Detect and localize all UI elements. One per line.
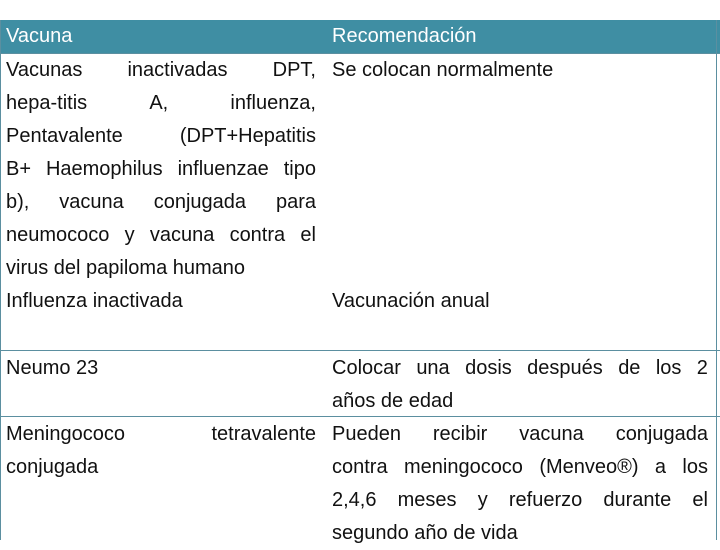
cell-word: el xyxy=(300,224,316,246)
row1-vacuna-line xyxy=(6,186,316,219)
cell-word: (DPT+Hepatitis xyxy=(179,125,316,147)
row4-recomendacion-line xyxy=(332,451,708,484)
row3-vacuna: Neumo 23 xyxy=(6,357,99,379)
cell-word: Vacunas xyxy=(6,59,83,81)
cell-word: el xyxy=(692,489,708,511)
header-recomendacion: Recomendación xyxy=(332,25,477,47)
cell-word: para xyxy=(275,191,316,213)
cell-word: conjugada xyxy=(615,423,708,445)
cell-word: virus del papiloma humano xyxy=(6,257,246,279)
cell-word: DPT, xyxy=(272,59,316,81)
cell-word: segundo año de vida xyxy=(332,522,518,544)
row1-recomendacion: Se colocan normalmente xyxy=(332,59,554,81)
cell-word: recibir xyxy=(432,423,488,445)
cell-word: dosis xyxy=(465,357,512,379)
row2-recomendacion: Vacunación anual xyxy=(332,290,490,312)
cell-word: influenza, xyxy=(230,92,316,114)
cell-word: meses xyxy=(397,489,457,511)
row1-vacuna-line xyxy=(6,54,316,87)
row4-vacuna-line xyxy=(6,418,316,451)
cell-word: refuerzo xyxy=(508,489,583,511)
table-border-left xyxy=(0,20,1,540)
cell-word: vacuna xyxy=(59,191,124,213)
cell-word: hepa-titis xyxy=(6,92,88,114)
cell-word: de xyxy=(618,357,641,379)
cell-word: b), xyxy=(6,191,30,213)
cell-word: conjugada xyxy=(6,456,99,478)
cell-word: Meningococo xyxy=(6,423,125,445)
cell-word: una xyxy=(416,357,450,379)
cell-word: los xyxy=(682,456,708,478)
row3-recomendacion-line xyxy=(332,385,708,418)
cell-word: y xyxy=(477,489,488,511)
cell-word: años de edad xyxy=(332,390,454,412)
row1-vacuna-line xyxy=(6,219,316,252)
cell-word: 2 xyxy=(696,357,708,379)
row4-vacuna-line xyxy=(6,451,316,484)
row3-recomendacion-line xyxy=(332,352,708,385)
row1-vacuna-line xyxy=(6,87,316,120)
row4-recomendacion-line xyxy=(332,517,708,550)
row4-recomendacion-line xyxy=(332,484,708,517)
header-vacuna: Vacuna xyxy=(6,25,73,47)
table-border-right xyxy=(716,20,717,540)
cell-word: después xyxy=(527,357,603,379)
row4-vacuna-cell xyxy=(6,418,316,484)
cell-word: Haemophilus xyxy=(45,158,163,180)
cell-word: tipo xyxy=(283,158,316,180)
row2-vacuna: Influenza inactivada xyxy=(6,290,183,312)
cell-word: B+ xyxy=(6,158,32,180)
cell-word: influenzae xyxy=(177,158,269,180)
cell-word: 2,4,6 xyxy=(332,489,377,511)
cell-word: neumococo xyxy=(6,224,110,246)
cell-word: Colocar xyxy=(332,357,401,379)
cell-word: Pentavalente xyxy=(6,125,123,147)
cell-word: contra xyxy=(229,224,286,246)
cell-word: Pueden xyxy=(332,423,401,445)
cell-word: A, xyxy=(149,92,169,114)
cell-word: meningococo xyxy=(403,456,523,478)
row4-recomendacion-cell xyxy=(332,418,708,550)
row4-recomendacion-line xyxy=(332,418,708,451)
row1-vacuna-line xyxy=(6,252,316,285)
row3-recomendacion-cell xyxy=(332,352,708,418)
cell-word: vacuna xyxy=(519,423,584,445)
cell-word: (Menveo®) xyxy=(539,456,639,478)
cell-word: a xyxy=(654,456,667,478)
row1-vacuna-cell xyxy=(6,54,316,285)
cell-word: contra xyxy=(332,456,388,478)
cell-word: inactivadas xyxy=(127,59,228,81)
cell-word: vacuna xyxy=(149,224,215,246)
row1-vacuna-line xyxy=(6,120,316,153)
cell-word: los xyxy=(655,357,682,379)
cell-word: tetravalente xyxy=(211,423,316,445)
cell-word: conjugada xyxy=(153,191,247,213)
cell-word: durante xyxy=(603,489,672,511)
row1-vacuna-line xyxy=(6,153,316,186)
cell-word: y xyxy=(124,224,135,246)
row-divider xyxy=(0,350,720,351)
